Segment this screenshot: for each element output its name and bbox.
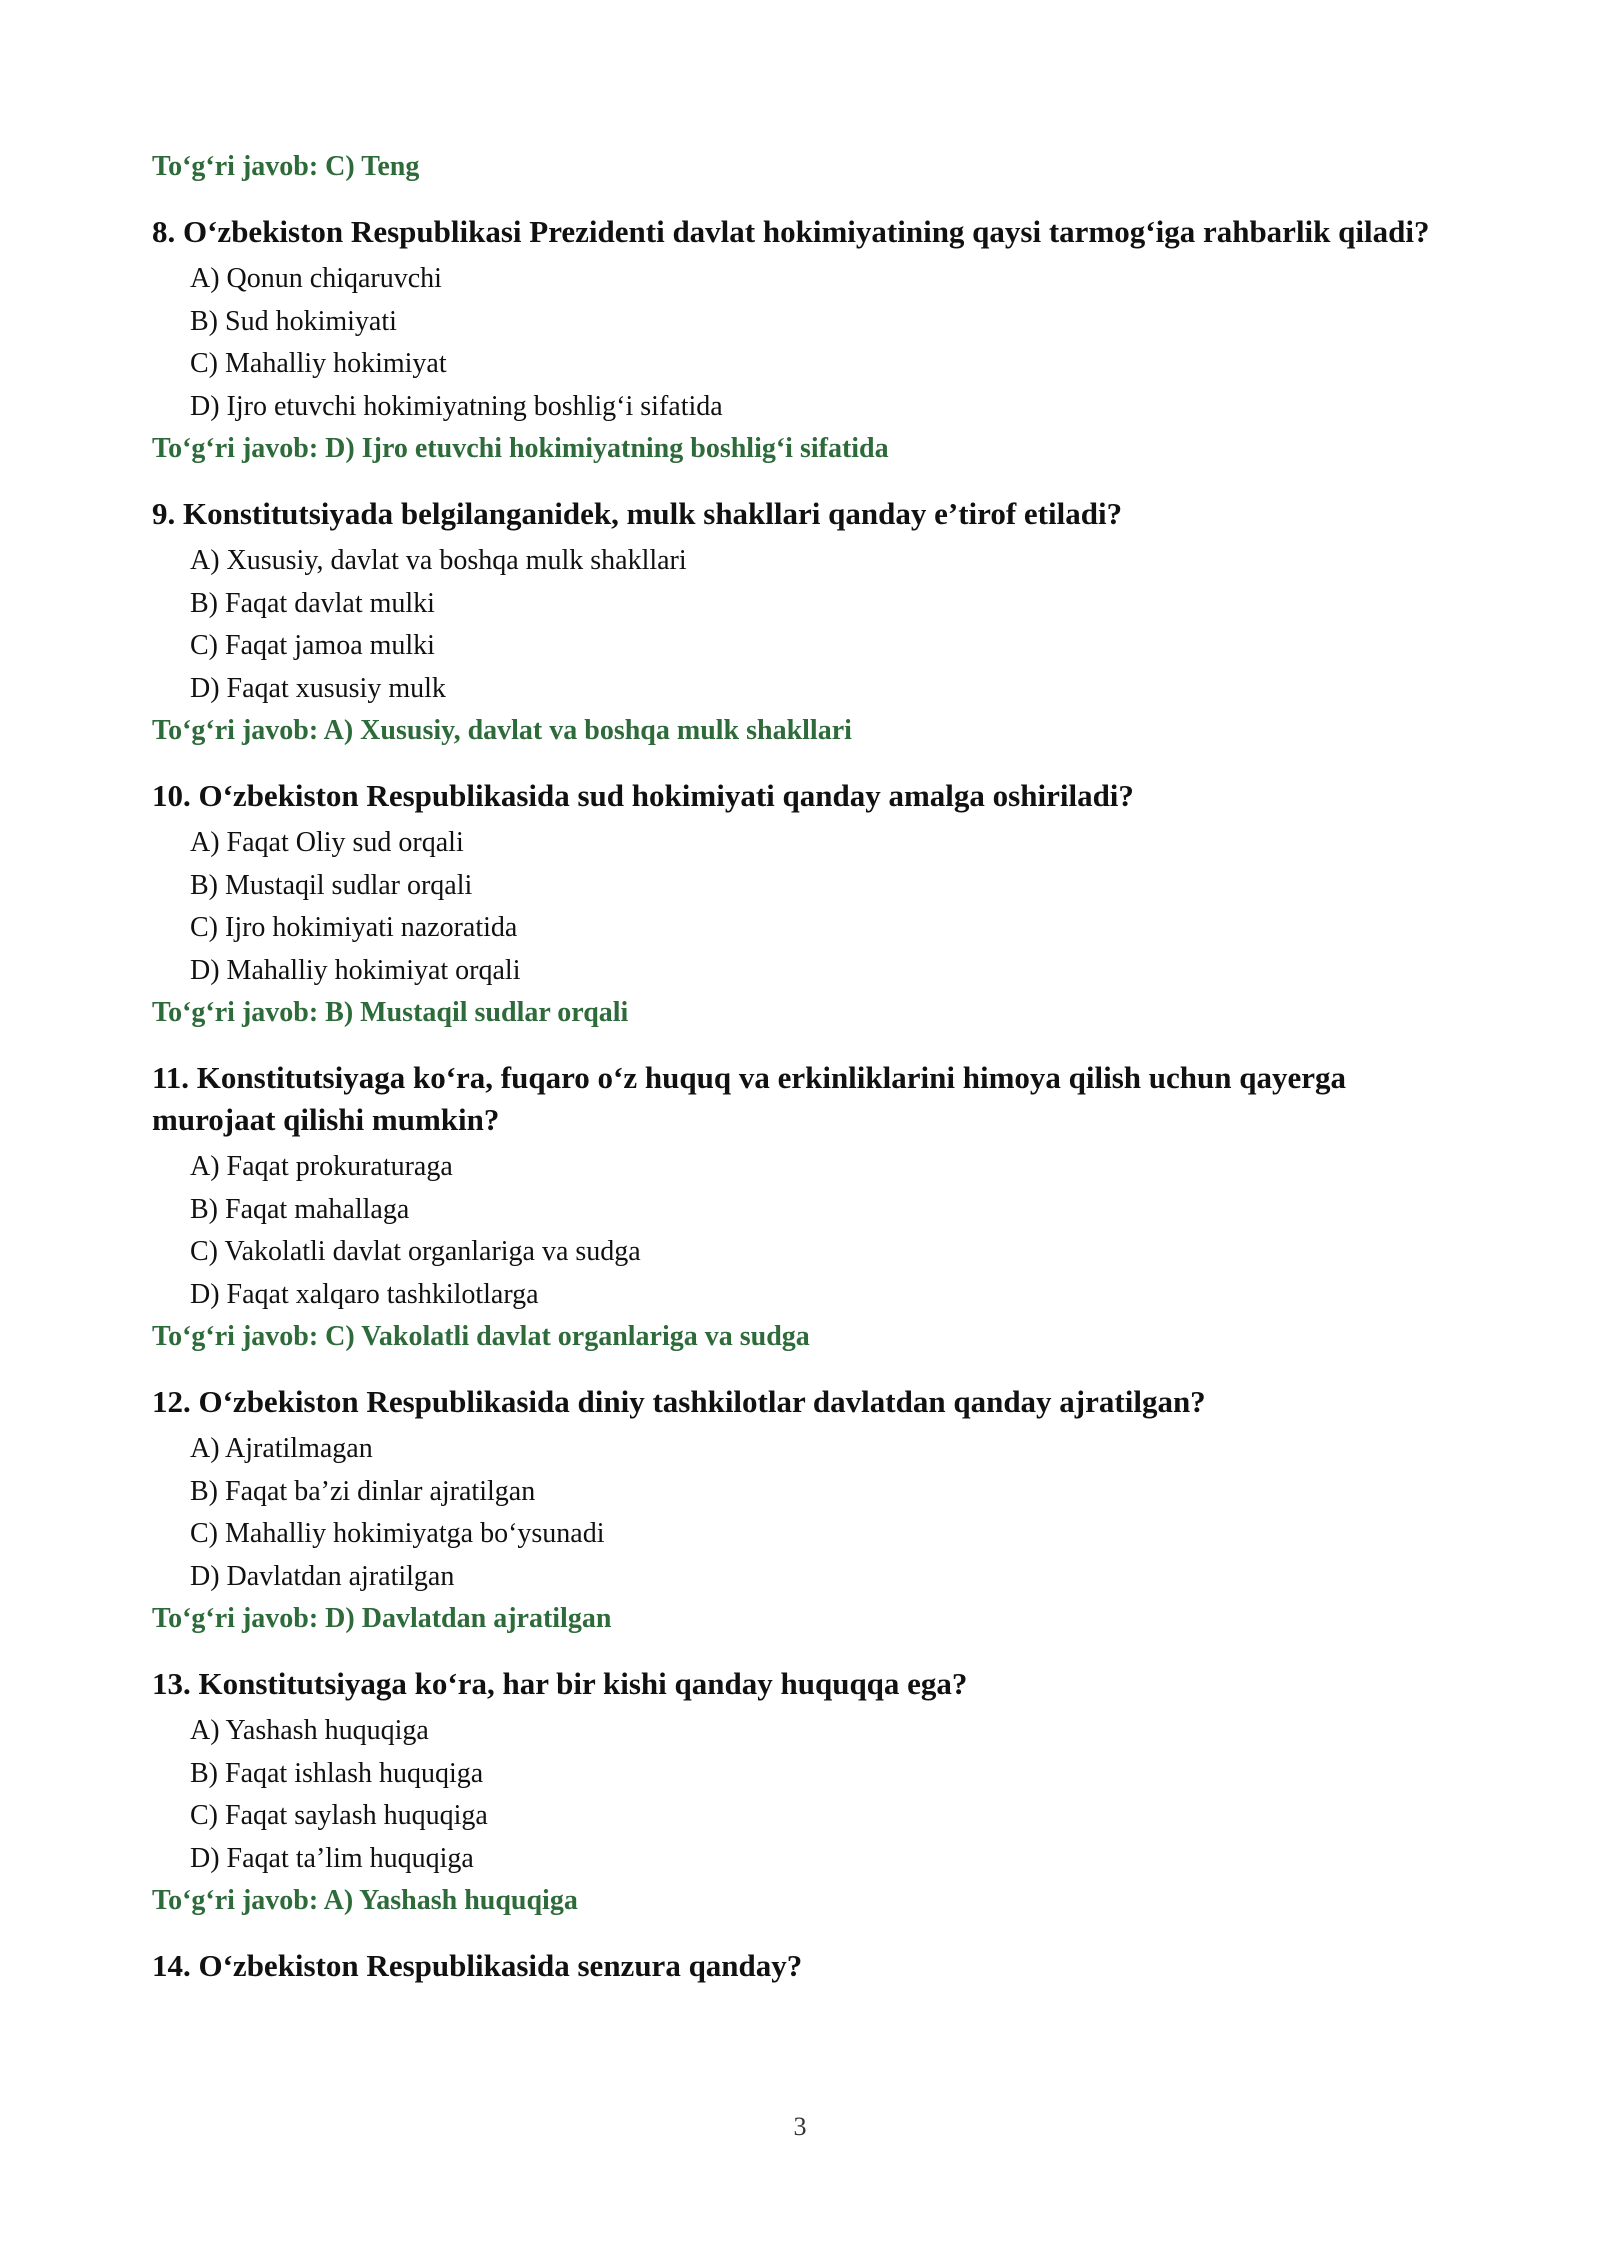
question-block <box>152 1945 1440 1987</box>
option-list <box>152 258 1440 428</box>
option-list <box>152 822 1440 992</box>
option-item: C) Mahalliy hokimiyatga bo‘ysunadi <box>190 1518 605 1549</box>
answer-text: To‘g‘ri javob: D) Ijro etuvchi hokimiyatning boshlig‘i sifatida <box>152 433 889 464</box>
option-list <box>152 1710 1440 1880</box>
answer-text: To‘g‘ri javob: A) Yashash huquqiga <box>152 1885 578 1916</box>
option-item: A) Yashash huquqiga <box>190 1715 429 1746</box>
question-text: 11. Konstitutsiyaga ko‘ra, fuqaro o‘z huquq va erkinliklarini himoya qilish uchun qayerga murojaat qilishi mumkin? <box>152 1060 1347 1137</box>
question-block <box>152 1663 1440 1922</box>
option-item: D) Faqat xalqaro tashkilotlarga <box>190 1278 539 1310</box>
option-item: A) Ajratilmagan <box>190 1433 373 1464</box>
option-item: B) Faqat mahallaga <box>190 1193 410 1225</box>
option-item: A) Faqat prokuraturaga <box>190 1151 453 1182</box>
answer-text: To‘g‘ri javob: C) Vakolatli davlat organlariga va sudga <box>152 1321 810 1352</box>
option-item: D) Faqat xususiy mulk <box>190 672 446 704</box>
option-item: D) Faqat ta’lim huquqiga <box>190 1842 474 1874</box>
question-block <box>152 493 1440 752</box>
question-block <box>152 211 1440 470</box>
option-item: A) Qonun chiqaruvchi <box>190 263 442 294</box>
question-list <box>152 211 1440 1987</box>
question-text: 9. Konstitutsiyada belgilanganidek, mulk shakllari qanday e’tirof etiladi? <box>152 496 1123 531</box>
option-item: C) Mahalliy hokimiyat <box>190 348 447 379</box>
option-item: B) Mustaqil sudlar orqali <box>190 869 473 901</box>
question-text: 10. O‘zbekiston Respublikasida sud hokimiyati qanday amalga oshiriladi? <box>152 778 1134 813</box>
question-text: 13. Konstitutsiyaga ko‘ra, har bir kishi qanday huquqqa ega? <box>152 1666 968 1701</box>
option-item: A) Faqat Oliy sud orqali <box>190 827 464 858</box>
question-text: 8. O‘zbekiston Respublikasi Prezidenti davlat hokimiyatining qaysi tarmog‘iga rahbarlik qiladi? <box>152 214 1430 249</box>
question-block <box>152 775 1440 1034</box>
option-item: B) Faqat ishlash huquqiga <box>190 1757 484 1789</box>
option-item: A) Xususiy, davlat va boshqa mulk shakllari <box>190 545 687 576</box>
option-list <box>152 1146 1440 1316</box>
question-block <box>152 1057 1440 1358</box>
page-number: 3 <box>793 2112 807 2141</box>
answer-text: To‘g‘ri javob: B) Mustaqil sudlar orqali <box>152 997 629 1028</box>
option-list <box>152 540 1440 710</box>
option-item: C) Faqat saylash huquqiga <box>190 1800 488 1831</box>
answer-text: To‘g‘ri javob: A) Xususiy, davlat va boshqa mulk shakllari <box>152 715 852 746</box>
option-item: B) Faqat davlat mulki <box>190 587 435 619</box>
answer-text: To‘g‘ri javob: C) Teng <box>152 151 420 182</box>
option-item: D) Davlatdan ajratilgan <box>190 1560 455 1592</box>
option-item: C) Faqat jamoa mulki <box>190 630 435 661</box>
question-block <box>152 1381 1440 1640</box>
question-text: 14. O‘zbekiston Respublikasida senzura qanday? <box>152 1948 803 1983</box>
option-item: D) Ijro etuvchi hokimiyatning boshlig‘i sifatida <box>190 390 723 422</box>
option-item: C) Ijro hokimiyati nazoratida <box>190 912 518 943</box>
answer-text: To‘g‘ri javob: D) Davlatdan ajratilgan <box>152 1603 612 1634</box>
question-text: 12. O‘zbekiston Respublikasida diniy tashkilotlar davlatdan qanday ajratilgan? <box>152 1384 1206 1419</box>
option-item: B) Sud hokimiyati <box>190 305 397 337</box>
option-item: C) Vakolatli davlat organlariga va sudga <box>190 1236 641 1267</box>
option-list <box>152 1428 1440 1598</box>
option-item: D) Mahalliy hokimiyat orqali <box>190 954 521 986</box>
option-item: B) Faqat ba’zi dinlar ajratilgan <box>190 1475 536 1507</box>
